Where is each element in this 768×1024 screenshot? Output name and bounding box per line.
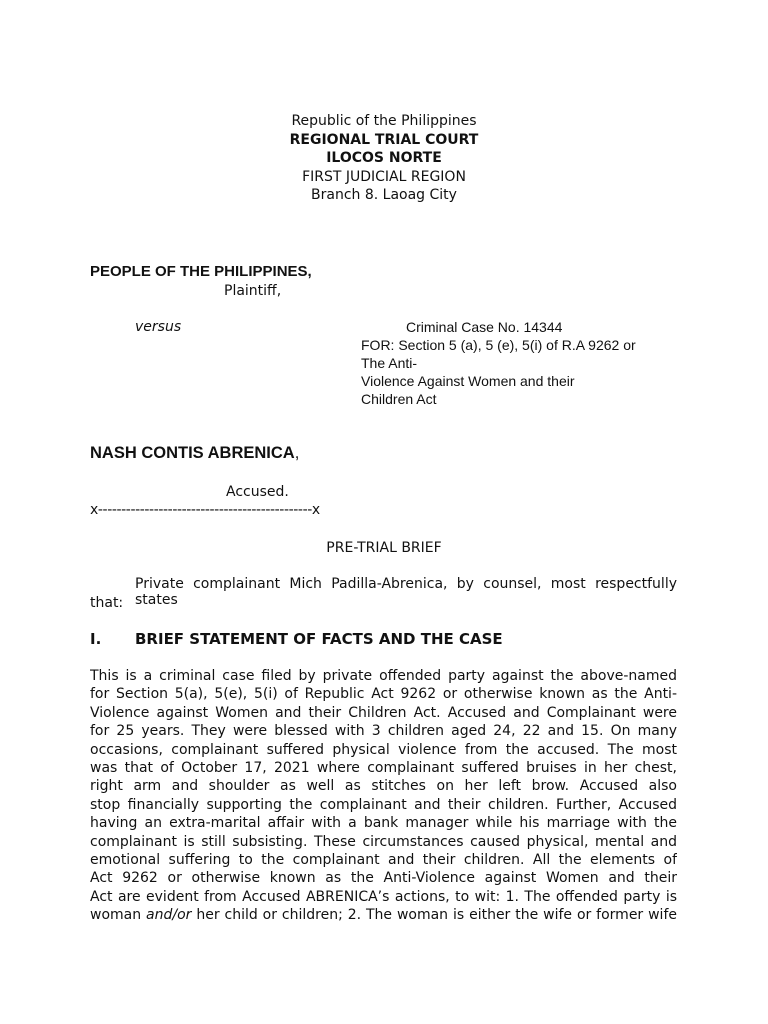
facts-line: complainant is still subsisting. These circumstances caused physical, mental and: [90, 833, 677, 850]
facts-line: emotional suffering to the complainant and their children. All the elements of: [90, 851, 677, 868]
facts-paragraph: [90, 667, 677, 924]
section-title: BRIEF STATEMENT OF FACTS AND THE CASE: [135, 630, 503, 648]
intro-line-1: Private complainant Mich Padilla-Abrenica, by counsel, most respectfully states: [135, 576, 677, 608]
facts-line: for Section 5(a), 5(e), 5(i) of Republic Act 9262 or otherwise known as the Anti-: [90, 686, 677, 703]
facts-line: having an extra-marital affair with a bank manager while his marriage with the: [90, 815, 677, 832]
case-charge-line2: The Anti-: [361, 355, 418, 371]
facts-last-before: woman: [90, 907, 147, 924]
accused-role: Accused.: [226, 484, 289, 500]
facts-line: for 25 years. They were blessed with 3 children aged 24, 22 and 15. On many: [90, 723, 677, 740]
accused-name-line: [90, 444, 299, 463]
plaintiff-name: PEOPLE OF THE PHILIPPINES,: [90, 263, 312, 280]
case-charge-line1: FOR: Section 5 (a), 5 (e), 5(i) of R.A 9262 or: [361, 337, 636, 353]
facts-line: was that of October 17, 2021 where complainant suffered bruises in her chest,: [90, 759, 677, 776]
versus-label: versus: [135, 319, 182, 335]
facts-line: Violence against Women and their Children Act. Accused and Complainant were: [90, 704, 677, 721]
facts-last-italic: and/or: [146, 907, 192, 924]
header-province: ILOCOS NORTE: [326, 150, 442, 166]
facts-line: stop financially supporting the complainant and their children. Further, Accused: [90, 796, 677, 813]
case-charge-line3: Violence Against Women and their: [361, 373, 575, 389]
header-republic: Republic of the Philippines: [291, 113, 477, 129]
facts-line: right arm and shoulder as well as stitches on her left brow. Accused also: [90, 778, 677, 795]
court-header: [0, 112, 768, 205]
intro-line-2: that:: [90, 595, 124, 611]
case-charge-line4: Children Act: [361, 391, 437, 407]
plaintiff-role: Plaintiff,: [224, 283, 282, 299]
facts-line: occasions, complainant suffered physical violence from the accused. The most: [90, 741, 677, 758]
facts-line: Act 9262 or otherwise known as the Anti-Violence against Women and their: [90, 870, 677, 887]
document-title: PRE-TRIAL BRIEF: [326, 540, 442, 556]
header-region: FIRST JUDICIAL REGION: [302, 168, 466, 185]
section-number: I.: [90, 630, 102, 648]
facts-line-last: [90, 906, 677, 924]
facts-last-after: her child or children; 2. The woman is either the wife or former wife: [196, 907, 677, 924]
facts-line: Act are evident from Accused ABRENICA’s actions, to wit: 1. The offended party is: [90, 888, 677, 905]
accused-name: NASH CONTIS ABRENICA: [90, 444, 295, 462]
facts-line: This is a criminal case filed by private offended party against the above-named: [90, 668, 677, 684]
caption-separator: x----------------------------------------------x: [90, 502, 320, 518]
case-number: Criminal Case No. 14344: [406, 319, 563, 335]
accused-comma: ,: [294, 444, 300, 462]
header-branch: Branch 8. Laoag City: [311, 187, 457, 203]
header-court: REGIONAL TRIAL COURT: [289, 131, 479, 148]
